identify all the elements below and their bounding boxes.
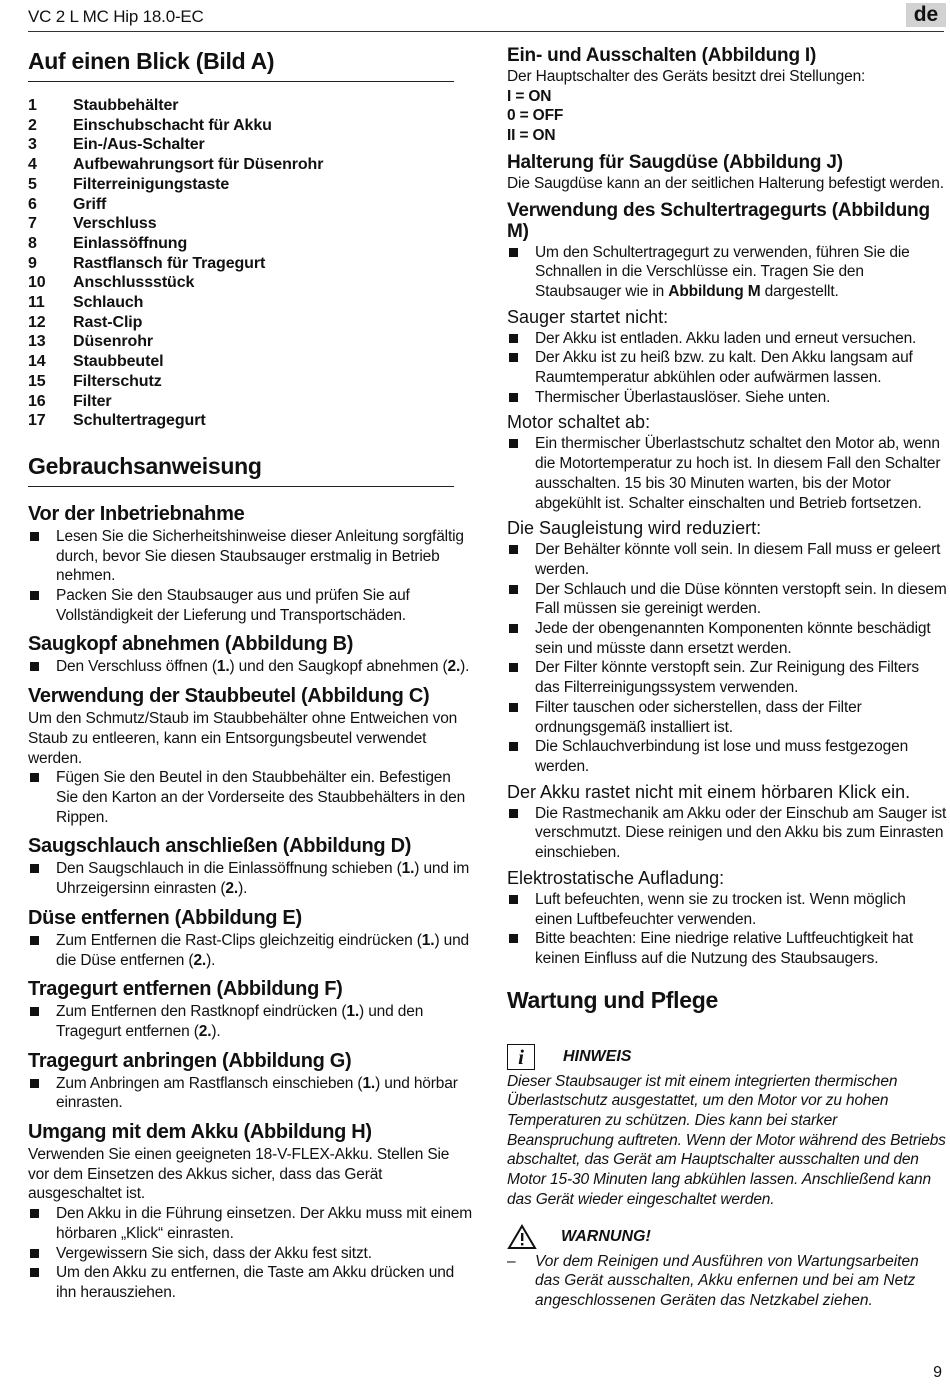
list-item: Den Verschluss öffnen (1.) und den Saugkopf abnehmen (2.). [28,657,473,677]
part-label: Ein-/Aus-Schalter [73,136,205,154]
list-item: Zum Anbringen am Rastflansch einschieben (1.) und hörbar einrasten. [28,1074,473,1113]
warning-triangle-icon [507,1224,537,1250]
part-number: 3 [28,136,37,154]
left-column [28,40,473,1303]
maintenance-heading: Wartung und Pflege [507,986,718,1013]
list-item: Um den Akku zu entfernen, die Taste am Akku drücken und ihn herausziehen. [28,1263,473,1302]
dust-bag-heading: Verwendung der Staubbeutel (Abbildung C) [28,685,430,708]
parts-list [28,96,473,431]
no-click-heading: Der Akku rastet nicht mit einem hörbaren Klick ein. [507,781,911,802]
part-label: Einschubschacht für Akku [73,116,272,134]
before-use-list [28,527,473,626]
list-item: Vergewissern Sie sich, dass der Akku fest sitzt. [28,1244,473,1264]
part-label: Rastflansch für Tragegurt [73,254,266,272]
part-label: Filterreinigungstaste [73,175,230,193]
parts-list-item [28,332,473,352]
dust-bag-text: Um den Schmutz/Staub im Staubbehälter ohne Entweichen von Staub zu entleeren, kann ein Entsorgungsbeutel verwendet werden. [28,710,458,767]
strap-attach-list [28,1074,473,1113]
language-badge: de [906,3,946,27]
parts-list-item [28,135,473,155]
onoff-heading: Ein- und Ausschalten (Abbildung I) [507,45,817,66]
list-item: Lesen Sie die Sicherheitshinweise dieser Anleitung sorgfältig durch, bevor Sie diesen Staubsauger erstmalig in Betrieb nehmen. [28,527,473,586]
static-list [507,890,947,969]
part-number: 11 [28,294,45,312]
list-item: Zum Entfernen den Rastknopf eindrücken (1.) und den Tragegurt entfernen (2.). [28,1002,473,1041]
part-number: 6 [28,195,37,213]
nozzle-list [28,931,473,970]
parts-list-item [28,313,473,333]
part-number: 9 [28,254,37,272]
list-item: Packen Sie den Staubsauger aus und prüfen Sie auf Vollständigkeit der Lieferung und Transportschäden. [28,586,473,625]
part-label: Verschluss [73,215,157,233]
list-item: Der Behälter könnte voll sein. In diesem Fall muss er geleert werden. [507,540,947,579]
part-number: 12 [28,313,46,331]
part-label: Staubbehälter [73,97,179,114]
part-number: 4 [28,156,37,174]
part-number: 8 [28,234,37,252]
strap-remove-list [28,1002,473,1041]
motor-off-list [507,434,947,513]
warning-list [507,1252,947,1311]
note-text: Dieser Staubsauger ist mit einem integrierten thermischen Überlastschutz ausgestattet, um den Motor vor zu hohen Temperaturen zu schützen. Dies kann bei starker Beanspruchung auftreten. Wenn der Motor während des Betriebs abschaltet, das Gerät am Hauptschalter ausschalten und den Motor 15-30 Minuten lang abkühlen lassen. Anschließend kann das Gerät wieder eingeschaltet werden. [507,1072,946,1208]
list-item: Thermischer Überlastauslöser. Siehe unten. [507,388,947,408]
list-item: Die Rastmechanik am Akku oder der Einschub am Sauger ist verschmutzt. Diese reinigen und den Akku bis zum Einrasten einschieben. [507,804,947,863]
list-item: Jede der obengenannten Komponenten könnte beschädigt sein und müsste dann ersetzt werden. [507,619,947,658]
list-item: Ein thermischer Überlastschutz schaltet den Motor ab, wenn die Motortemperatur zu hoch ist. In diesem Fall den Schalter ausschalten. 15 bis 30 Minuten warten, bis der Motor abgekühlt ist. Schalter einschalten und Betrieb fortsetzen. [507,434,947,513]
list-item: Den Saugschlauch in die Einlassöffnung schieben (1.) und im Uhrzeigersinn einrasten (2.). [28,859,473,898]
part-number: 13 [28,333,46,351]
overview-divider [28,81,454,82]
shoulder-strap-list [507,243,947,302]
part-label: Schultertragegurt [73,412,206,430]
part-number: 17 [28,412,46,430]
parts-list-item [28,155,473,175]
dust-bag-list [28,768,473,827]
part-number: 10 [28,274,46,292]
parts-list-item [28,175,473,195]
suction-heading: Die Saugleistung wird reduziert: [507,518,762,539]
note-header [507,1044,947,1070]
part-number: 14 [28,353,46,371]
static-heading: Elektrostatische Aufladung: [507,867,725,888]
list-item: Um den Schultertragegurt zu verwenden, führen Sie die Schnallen in die Verschlüsse ein. Tragen Sie den Staubsauger wie in Abbildung M dargestellt. [507,243,947,302]
parts-list-item [28,411,473,431]
battery-text: Verwenden Sie einen geeigneten 18-V-FLEX-Akku. Stellen Sie vor dem Einsetzen des Akkus sicher, dass das Gerät ausgeschaltet ist. [28,1146,450,1203]
before-use-heading: Vor der Inbetriebnahme [28,502,245,525]
part-label: Filterschutz [73,372,162,390]
remove-head-heading: Saugkopf abnehmen (Abbildung B) [28,633,354,656]
part-label: Anschlussstück [73,274,195,292]
remove-head-list [28,657,473,677]
list-item: Zum Entfernen die Rast-Clips gleichzeitig eindrücken (1.) und die Düse entfernen (2.). [28,931,473,970]
part-label: Filter [73,392,112,410]
parts-list-item [28,195,473,215]
document-model-title: VC 2 L MC Hip 18.0-EC [28,7,204,26]
part-label: Griff [73,195,107,213]
battery-list [28,1204,473,1303]
manual-divider [28,486,454,487]
parts-list-item [28,392,473,412]
list-item: Die Schlauchverbindung ist lose und muss festgezogen werden. [507,737,947,776]
right-column [507,40,947,1311]
list-item: Luft befeuchten, wenn sie zu trocken ist. Wenn möglich einen Luftbefeuchter verwenden. [507,890,947,929]
part-number: 2 [28,116,37,134]
parts-list-item [28,352,473,372]
strap-attach-heading: Tragegurt anbringen (Abbildung G) [28,1049,352,1072]
parts-list-item [28,273,473,293]
hose-list [28,859,473,898]
page-number: 9 [933,1364,942,1381]
list-item: Der Akku ist entladen. Akku laden und erneut versuchen. [507,329,947,349]
info-icon: i [507,1044,535,1070]
list-item: – Vor dem Reinigen und Ausführen von Wartungsarbeiten das Gerät ausschalten, Akku enfernen und bei am Netz angeschlossenen Geräten das Netzkabel ziehen. [507,1252,947,1311]
list-item: Der Schlauch und die Düse könnten verstopft sein. In diesem Fall müssen sie gereinigt werden. [507,580,947,619]
warning-header [507,1224,947,1250]
battery-heading: Umgang mit dem Akku (Abbildung H) [28,1121,372,1144]
shoulder-strap-heading: Verwendung des Schultertragegurts (Abbildung M) [507,199,930,242]
parts-list-item [28,96,473,116]
onoff-text: Der Hauptschalter des Geräts besitzt drei Stellungen: [507,68,866,85]
note-title: HINWEIS [563,1047,632,1065]
holder-heading: Halterung für Saugdüse (Abbildung J) [507,151,843,173]
parts-list-item [28,293,473,313]
nozzle-heading: Düse entfernen (Abbildung E) [28,906,302,929]
part-label: Einlassöffnung [73,234,188,252]
part-number: 15 [28,372,46,390]
parts-list-item [28,372,473,392]
list-item: Der Akku ist zu heiß bzw. zu kalt. Den Akku langsam auf Raumtemperatur abkühlen oder aufwärmen lassen. [507,348,947,387]
parts-list-item [28,234,473,254]
manual-heading: Gebrauchsanweisung [28,452,262,479]
hose-heading: Saugschlauch anschließen (Abbildung D) [28,835,412,858]
warning-title: WARNUNG! [561,1227,651,1245]
part-label: Rast-Clip [73,313,143,331]
no-click-list [507,804,947,863]
part-number: 5 [28,175,37,193]
no-start-list [507,329,947,408]
part-label: Schlauch [73,294,144,312]
switch-position: II = ON [507,127,556,145]
list-item: Fügen Sie den Beutel in den Staubbehälter ein. Befestigen Sie den Karton an der Vorderseite des Staubbehälters in den Rippen. [28,768,473,827]
part-label: Staubbeutel [73,353,164,371]
list-item: Den Akku in die Führung einsetzen. Der Akku muss mit einem hörbaren „Klick“ einrasten. [28,1204,473,1243]
switch-position: I = ON [507,87,552,105]
part-label: Aufbewahrungsort für Düsenrohr [73,156,324,174]
switch-position: 0 = OFF [507,107,564,125]
list-item: Bitte beachten: Eine niedrige relative Luftfeuchtigkeit hat keinen Einfluss auf die Nutzung des Staubsaugers. [507,929,947,968]
list-item: Der Filter könnte verstopft sein. Zur Reinigung des Filters das Filterreinigungssystem verwenden. [507,658,947,697]
list-item: Filter tauschen oder sicherstellen, dass der Filter ordnungsgemäß installiert ist. [507,698,947,737]
part-number: 1 [28,97,37,114]
holder-text: Die Saugdüse kann an der seitlichen Halterung befestigt werden. [507,174,944,192]
part-number: 16 [28,392,46,410]
motor-off-heading: Motor schaltet ab: [507,412,651,433]
suction-list [507,540,947,776]
parts-list-item [28,254,473,274]
parts-list-item [28,116,473,136]
part-label: Düsenrohr [73,333,153,351]
overview-heading: Auf einen Blick (Bild A) [28,48,275,74]
strap-remove-heading: Tragegurt entfernen (Abbildung F) [28,978,343,1001]
no-start-heading: Sauger startet nicht: [507,306,669,327]
part-number: 7 [28,215,37,233]
header-divider [28,31,944,32]
parts-list-item [28,214,473,234]
